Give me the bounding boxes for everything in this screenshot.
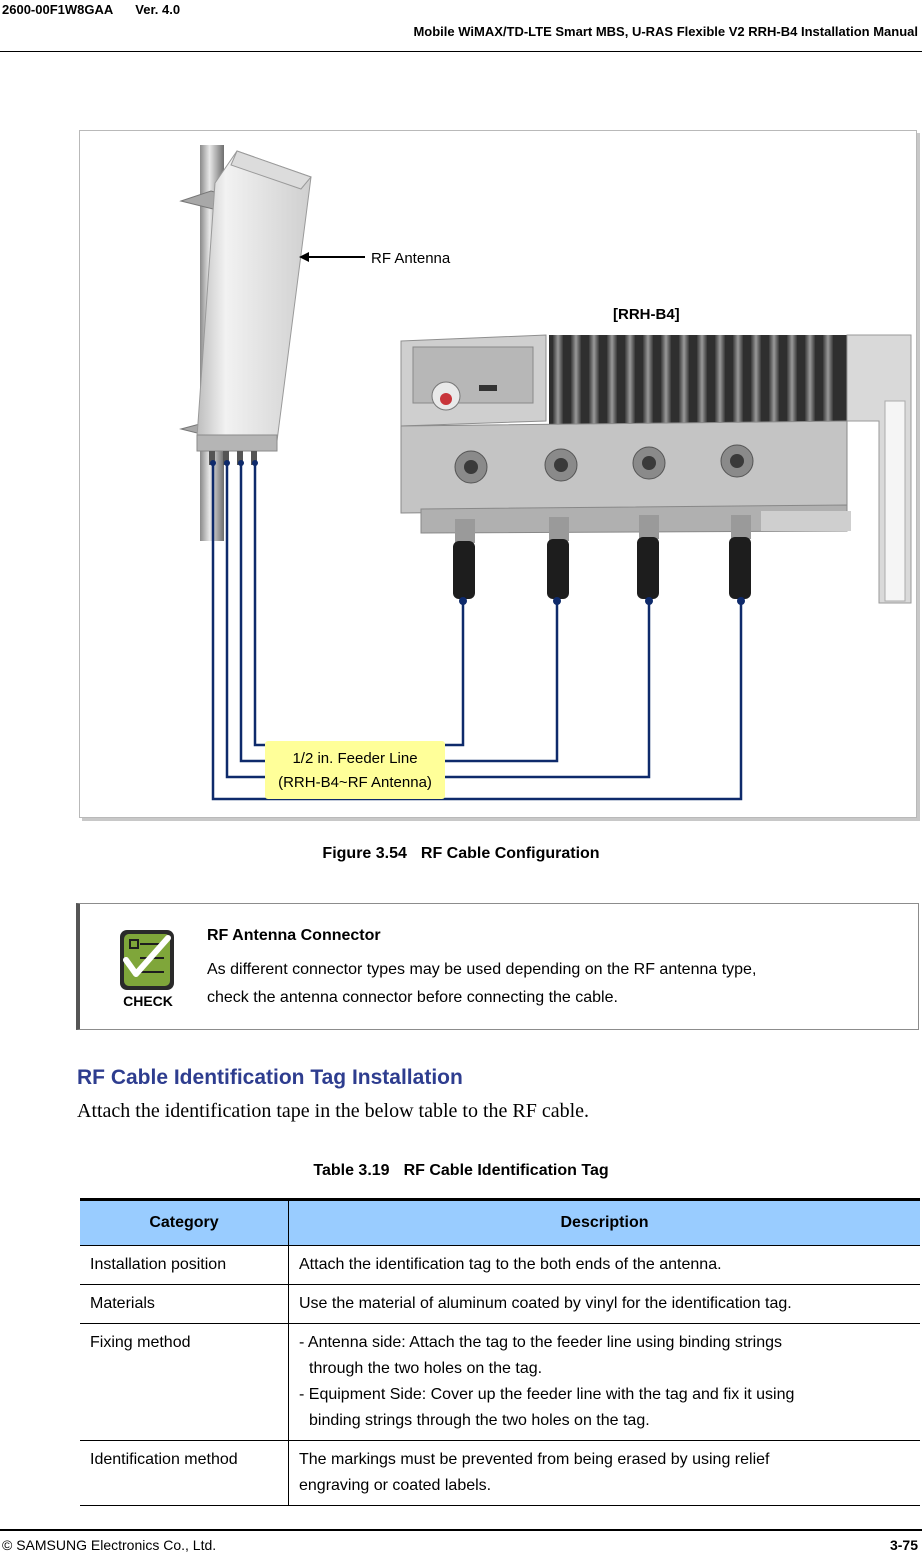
table-row [80,1441,920,1506]
figure-caption [0,845,922,863]
doc-code-text: 2600-00F1W8GAA [2,2,114,17]
table-row [80,1285,920,1324]
row-category: Identification method [80,1441,289,1506]
manual-title: Mobile WiMAX/TD-LTE Smart MBS, U-RAS Flexible V2 RRH-B4 Installation Manual [413,24,918,39]
description-line: engraving or coated labels. [299,1477,492,1494]
document-code [2,2,180,17]
description-line: Attach the identification tag to the both ends of the antenna. [299,1256,722,1273]
rrh-b4-unit [399,335,911,603]
description-line: through the two holes on the tag. [309,1360,543,1377]
check-text [207,956,907,1012]
table-caption [0,1162,922,1180]
check-icon [118,928,178,1008]
figure-title: RF Cable Configuration [420,845,600,862]
feeder-label-line1: 1/2 in. Feeder Line [292,750,418,767]
row-description [289,1246,921,1285]
figure-number: Figure 3.54 [322,845,407,862]
version-text: Ver. 4.0 [135,2,181,17]
footer-divider [0,1529,922,1531]
check-note [76,903,919,1030]
row-category: Materials [80,1285,289,1324]
row-description [289,1285,921,1324]
check-text-line1: As different connector types may be used depending on the RF antenna type, [207,961,757,978]
description-line: - Equipment Side: Cover up the feeder line with the tag and fix it using [299,1386,795,1403]
copyright: © SAMSUNG Electronics Co., Ltd. [2,1537,217,1553]
description-line: The markings must be prevented from being erased by using relief [299,1451,770,1468]
table-row [80,1324,920,1441]
check-title: RF Antenna Connector [207,927,381,944]
header-description: Description [289,1200,921,1246]
figure-frame [79,130,917,818]
section-body: Attach the identification tape in the below table to the RF cable. [77,1100,590,1122]
row-category: Installation position [80,1246,289,1285]
rf-cable-illustration [80,131,916,817]
table-number: Table 3.19 [313,1162,390,1179]
page-number: 3-75 [889,1537,918,1553]
table-row [80,1246,920,1285]
identification-tag-table [80,1198,920,1506]
header-category: Category [80,1200,289,1246]
description-line: binding strings through the two holes on the tag. [309,1412,650,1429]
check-text-line2: check the antenna connector before connecting the cable. [207,989,618,1006]
description-line: Use the material of aluminum coated by vinyl for the identification tag. [299,1295,792,1312]
rf-antenna-panel [197,151,311,465]
row-description [289,1324,921,1441]
header-divider [0,51,922,52]
antenna-label: RF Antenna [371,250,451,267]
description-line: - Antenna side: Attach the tag to the feeder line using binding strings [299,1334,782,1351]
rrh-label: [RRH-B4] [613,306,680,323]
check-icon-label: CHECK [123,993,173,1008]
row-description [289,1441,921,1506]
feeder-label-line2: (RRH-B4~RF Antenna) [278,774,432,791]
row-category: Fixing method [80,1324,289,1441]
section-title: RF Cable Identification Tag Installation [77,1066,463,1089]
table-header-row [80,1200,920,1246]
heat-sink-fins [549,335,847,435]
table-title: RF Cable Identification Tag [403,1162,609,1179]
